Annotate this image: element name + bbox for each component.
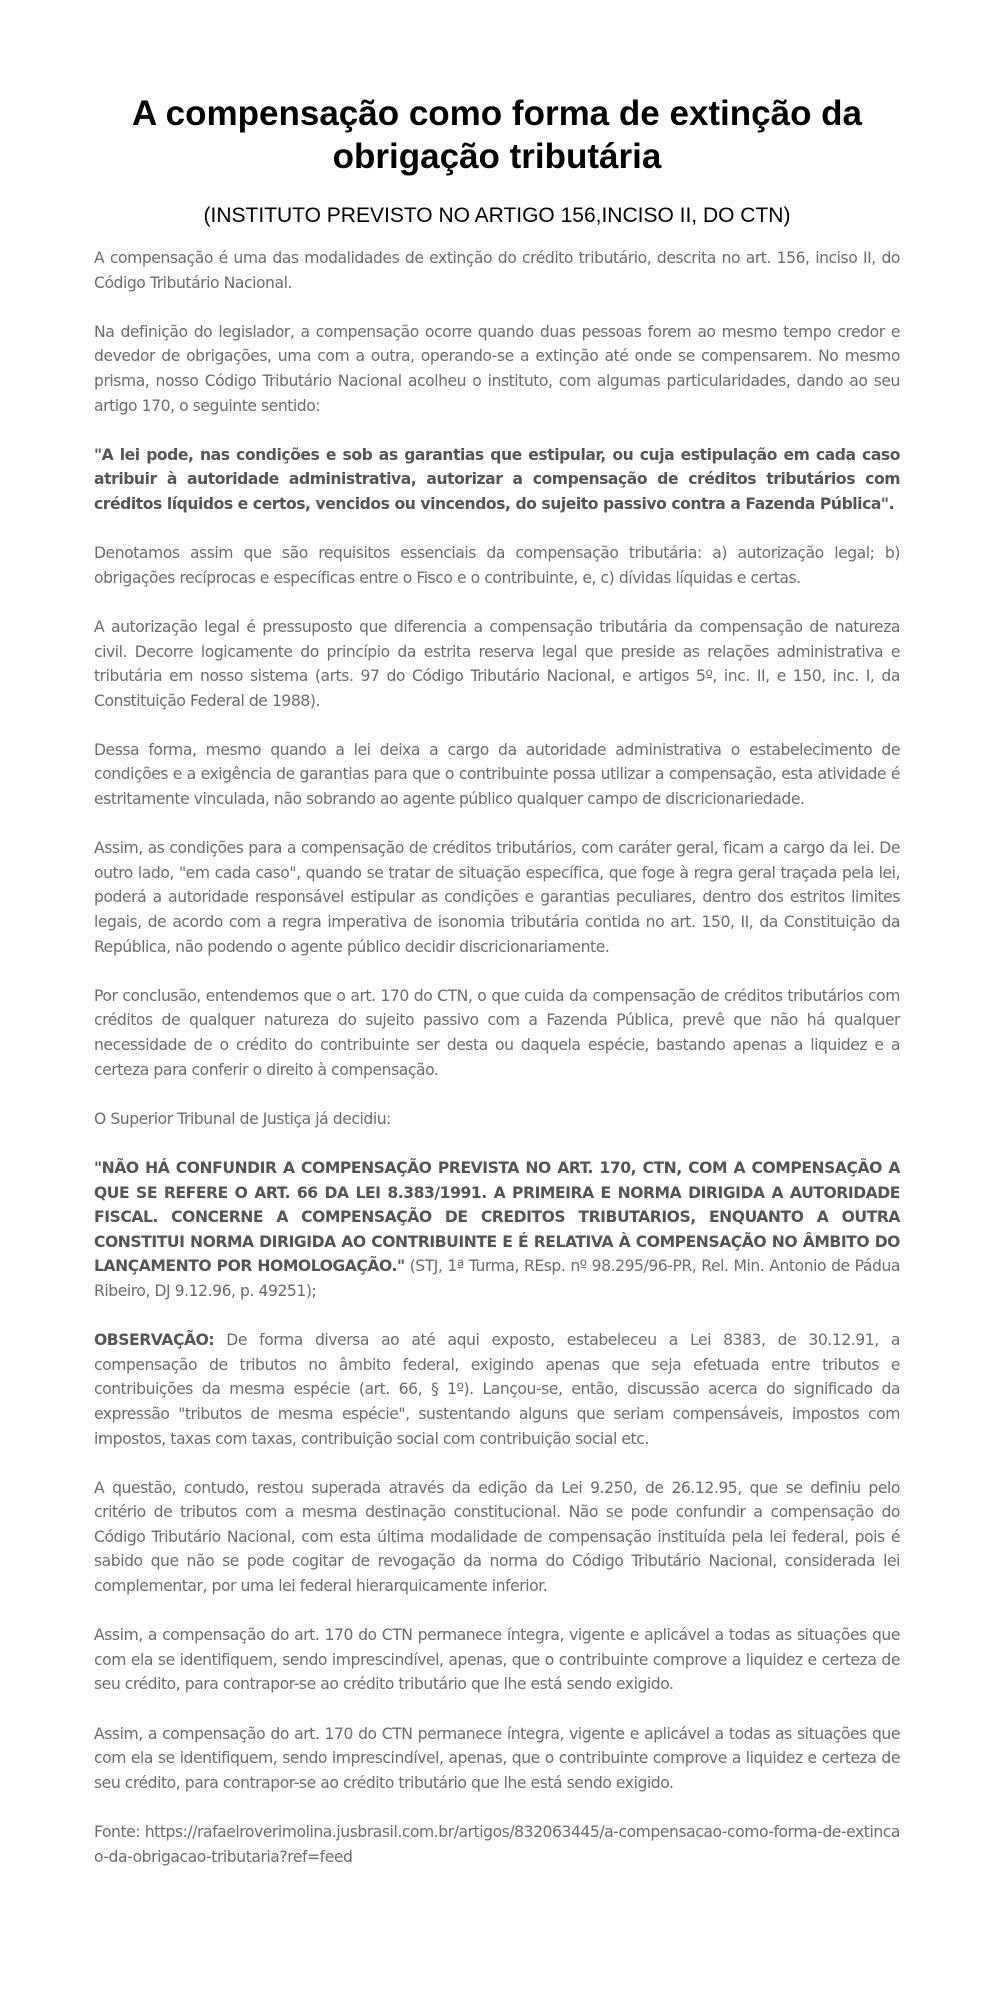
observation-text: De forma diversa ao até aqui exposto, estabeleceu a Lei 8383, de 30.12.91, a compensação de tributos no âmbito federal, exigindo apenas que seja efetuada entre tributos e contribuições da mesma espécie (art. 66, § 1º). Lançou-se, então, discussão acerca do significado da expressão "tributos de mesma espécie", sustentando alguns que seriam compensáveis, impostos com impostos, taxas com taxas, contribuição social com contribuição social etc. [94,1331,900,1448]
source-line: Fonte: https://rafaelroverimolina.jusbrasil.com.br/artigos/832063445/a-compensacao-como-forma-de-extincao-da-obrigacao-tributaria?ref=feed [94,1823,900,1866]
paragraph-2: Na definição do legislador, a compensação ocorre quando duas pessoas forem ao mesmo tempo credor e devedor de obrigações, uma com a outra, operando-se a extinção até onde se compensarem. No mesmo prisma, nosso Código Tributário Nacional acolheu o instituto, com algumas particularidades, dando ao seu artigo 170, o seguinte sentido: [94,322,900,415]
paragraph-9: O Superior Tribunal de Justiça já decidiu: [94,1109,391,1128]
paragraph-8: Por conclusão, entendemos que o art. 170 do CTN, o que cuida da compensação de créditos tributários com créditos de qualquer natureza do sujeito passivo com a Fazenda Pública, prevê que não há qualquer necessidade de o crédito do contribuinte ser desta ou daquela espécie, bastando apenas a liquidez e a certeza para conferir o direito à compensação. [94,986,900,1079]
paragraph-1: A compensação é uma das modalidades de extinção do crédito tributário, descrita no art. 156, inciso II, do Código Tributário Nacional. [94,249,900,292]
document-subtitle: (INSTITUTO PREVISTO NO ARTIGO 156,INCISO II, DO CTN) [203,204,791,227]
document-title: A compensação como forma de extinção da obrigação tributária [131,94,863,176]
paragraph-13: Assim, a compensação do art. 170 do CTN permanece íntegra, vigente e aplicável a todas as situações que com ela se identifiquem, sendo imprescindível, apenas, que o contribuinte comprove a liquidez e certeza de seu crédito, para contrapor-se ao crédito tributário que lhe está sendo exigido. [94,1626,900,1694]
stj-decision-paragraph [94,1156,900,1304]
paragraph-6: Dessa forma, mesmo quando a lei deixa a cargo da autoridade administrativa o estabelecimento de condições e a exigência de garantias para que o contribuinte possa utilizar a compensação, esta atividade é estritamente vinculada, não sobrando ao agente público qualquer campo de discricionariedade. [94,740,900,809]
observation-paragraph [94,1328,900,1451]
stj-decision-quote: "NÃO HÁ CONFUNDIR A COMPENSAÇÃO PREVISTA NO ART. 170, CTN, COM A COMPENSAÇÃO A QUE SE REFERE O ART. 66 DA LEI 8.383/1991. A PRIMEIRA E NORMA DIRIGIDA A AUTORIDADE FISCAL. CONCERNE A COMPENSAÇÃO DE CREDITOS TRIBUTARIOS, ENQUANTO A OUTRA CONSTITUI NORMA DIRIGIDA AO CONTRIBUINTE E É RELATIVA À COMPENSAÇÃO NO ÂMBITO DO LANÇAMENTO POR HOMOLOGAÇÃO." [94,1158,900,1276]
paragraph-14: Assim, a compensação do art. 170 do CTN permanece íntegra, vigente e aplicável a todas as situações que com ela se identifiquem, sendo imprescindível, apenas, que o contribuinte comprove a liquidez e certeza de seu crédito, para contrapor-se ao crédito tributário que lhe está sendo exigido. [94,1724,900,1792]
paragraph-12: A questão, contudo, restou superada através da edição da Lei 9.250, de 26.12.95, que se definiu pelo critério de tributos com a mesma destinação constitucional. Não se pode confundir a compensação do Código Tributário Nacional, com esta última modalidade de compensação instituída pela lei federal, pois é sabido que não se pode cogitar de revogação da norma do Código Tributário Nacional, considerada lei complementar, por uma lei federal hierarquicamente inferior. [94,1478,900,1596]
stj-decision-citation: (STJ, 1ª Turma, REsp. nº 98.295/96-PR, Rel. Min. Antonio de Pádua Ribeiro, DJ 9.12.96, p. 49251); [94,1257,900,1300]
paragraph-5: A autorização legal é pressuposto que diferencia a compensação tributária da compensação de natureza civil. Decorre logicamente do princípio da estrita reserva legal que preside as relações administrativa e tributária em nosso sistema (arts. 97 do Código Tributário Nacional, e artigos 5º, inc. II, e 150, inc. I, da Constituição Federal de 1988). [94,617,900,710]
paragraph-7: Assim, as condições para a compensação de créditos tributários, com caráter geral, ficam a cargo da lei. De outro lado, "em cada caso", quando se tratar de situação específica, que foge à regra geral traçada pela lei, poderá a autoridade responsável estipular as condições e garantias peculiares, dentro dos estritos limites legais, de acordo com a regra imperativa de isonomia tributária contida no art. 150, II, da Constituição da República, não podendo o agente público decidir discricionariamente. [94,839,900,956]
observation-label: OBSERVAÇÃO: [94,1331,215,1350]
paragraph-4: Denotamos assim que são requisitos essenciais da compensação tributária: a) autorização legal; b) obrigações recíprocas e específicas entre o Fisco e o contribuinte, e, c) dívidas líquidas e certas. [94,544,900,587]
quote-art-170: "A lei pode, nas condições e sob as garantias que estipular, ou cuja estipulação em cada caso atribuir à autoridade administrativa, autorizar a compensação de créditos tributários com créditos líquidos e certos, vencidos ou vincendos, do sujeito passivo contra a Fazenda Pública". [94,445,900,513]
